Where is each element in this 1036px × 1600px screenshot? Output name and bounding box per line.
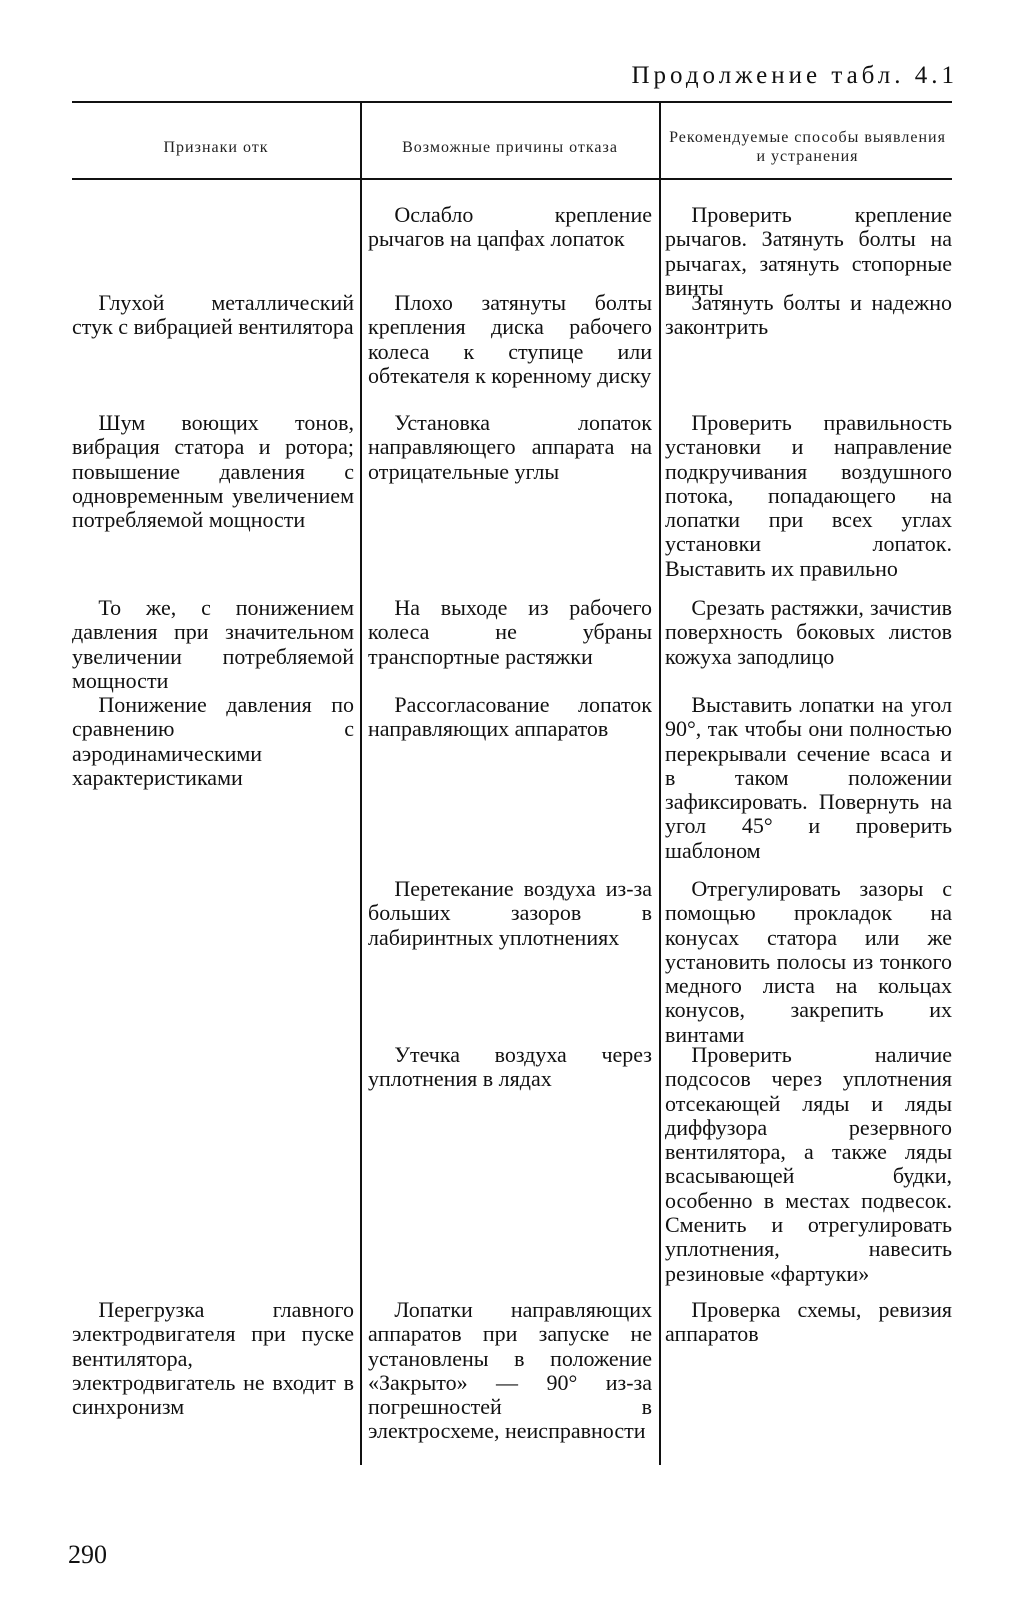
remedy-cell: Выставить лопатки на угол 90°, так чтобы они полностью перекрывали сечение всаса и в таком положении зафиксировать. Повернуть на угол 45° и проверить шаблоном bbox=[665, 692, 952, 863]
cause-cell: Плохо затянуты болты крепления диска рабочего колеса к ступице или обтекателя к коренному диску bbox=[368, 290, 652, 388]
remedy-cell: Проверка схемы, ревизия аппаратов bbox=[665, 1297, 952, 1347]
remedy-cell: Проверить крепление рычагов. Затянуть болты на рычагах, затянуть стопорные винты bbox=[665, 202, 952, 300]
header-remedies: Рекомендуемые способы выявления и устранения bbox=[669, 129, 946, 165]
remedy-cell: Проверить правильность установки и направление подкручивания воздушного потока, попадающего на лопатки при всех углах установки лопаток. Выставить их правильно bbox=[665, 410, 952, 581]
cause-cell: Перетекание воздуха из-за больших зазоров в лабиринтных уплотнениях bbox=[368, 876, 652, 950]
cause-cell: Рассогласование лопаток направляющих аппаратов bbox=[368, 692, 652, 742]
cause-cell: Утечка воздуха через уплотнения в лядах bbox=[368, 1042, 652, 1092]
table-top-rule bbox=[72, 101, 952, 103]
header-bottom-rule bbox=[72, 178, 952, 180]
cause-cell: Ослабло крепление рычагов на цапфах лопаток bbox=[368, 202, 652, 252]
header-symptoms: Признаки отк bbox=[163, 138, 269, 156]
remedy-cell: Проверить наличие подсосов через уплотнения отсекающей ляды и ляды диффузора резервного вентилятора, а также ляды всасывающей будки, особенно в местах подвесок. Сменить и отрегулировать уплотнения, навесить резиновые «фартуки» bbox=[665, 1042, 952, 1286]
header-causes: Возможные причины отказа bbox=[402, 138, 618, 156]
page-number: 290 bbox=[68, 1540, 107, 1569]
cause-cell: Лопатки направляющих аппаратов при запуске не установлены в положение «Закрыто» — 90° из-за погрешностей в электросхеме, неисправности bbox=[368, 1297, 652, 1444]
symptom-cell: То же, с понижением давления при значительном увеличении потребляемой мощности bbox=[72, 595, 354, 693]
cause-cell: Установка лопаток направляющего аппарата на отрицательные углы bbox=[368, 410, 652, 484]
column-divider-2 bbox=[659, 103, 661, 1465]
symptom-cell: Глухой металлический стук с вибрацией вентилятора bbox=[72, 290, 354, 340]
column-divider-1 bbox=[360, 103, 362, 1465]
table-continuation-caption: Продолжение табл. 4.1 bbox=[631, 62, 958, 89]
symptom-cell: Шум воющих тонов, вибрация статора и ротора; повышение давления с одновременным увеличением потребляемой мощности bbox=[72, 410, 354, 533]
symptom-cell: Перегрузка главного электродвигателя при пуске вентилятора, электродвигатель не входит в синхронизм bbox=[72, 1297, 354, 1420]
remedy-cell: Срезать растяжки, зачистив поверхность боковых листов кожуха заподлицо bbox=[665, 595, 952, 669]
remedy-cell: Затянуть болты и надежно законтрить bbox=[665, 290, 952, 340]
remedy-cell: Отрегулировать зазоры с помощью прокладок на конусах статора или же установить полосы из тонкого медного листа на кольцах конусов, закрепить их винтами bbox=[665, 876, 952, 1047]
cause-cell: На выходе из рабочего колеса не убраны транспортные растяжки bbox=[368, 595, 652, 669]
symptom-cell: Понижение давления по сравнению с аэродинамическими характеристиками bbox=[72, 692, 354, 790]
